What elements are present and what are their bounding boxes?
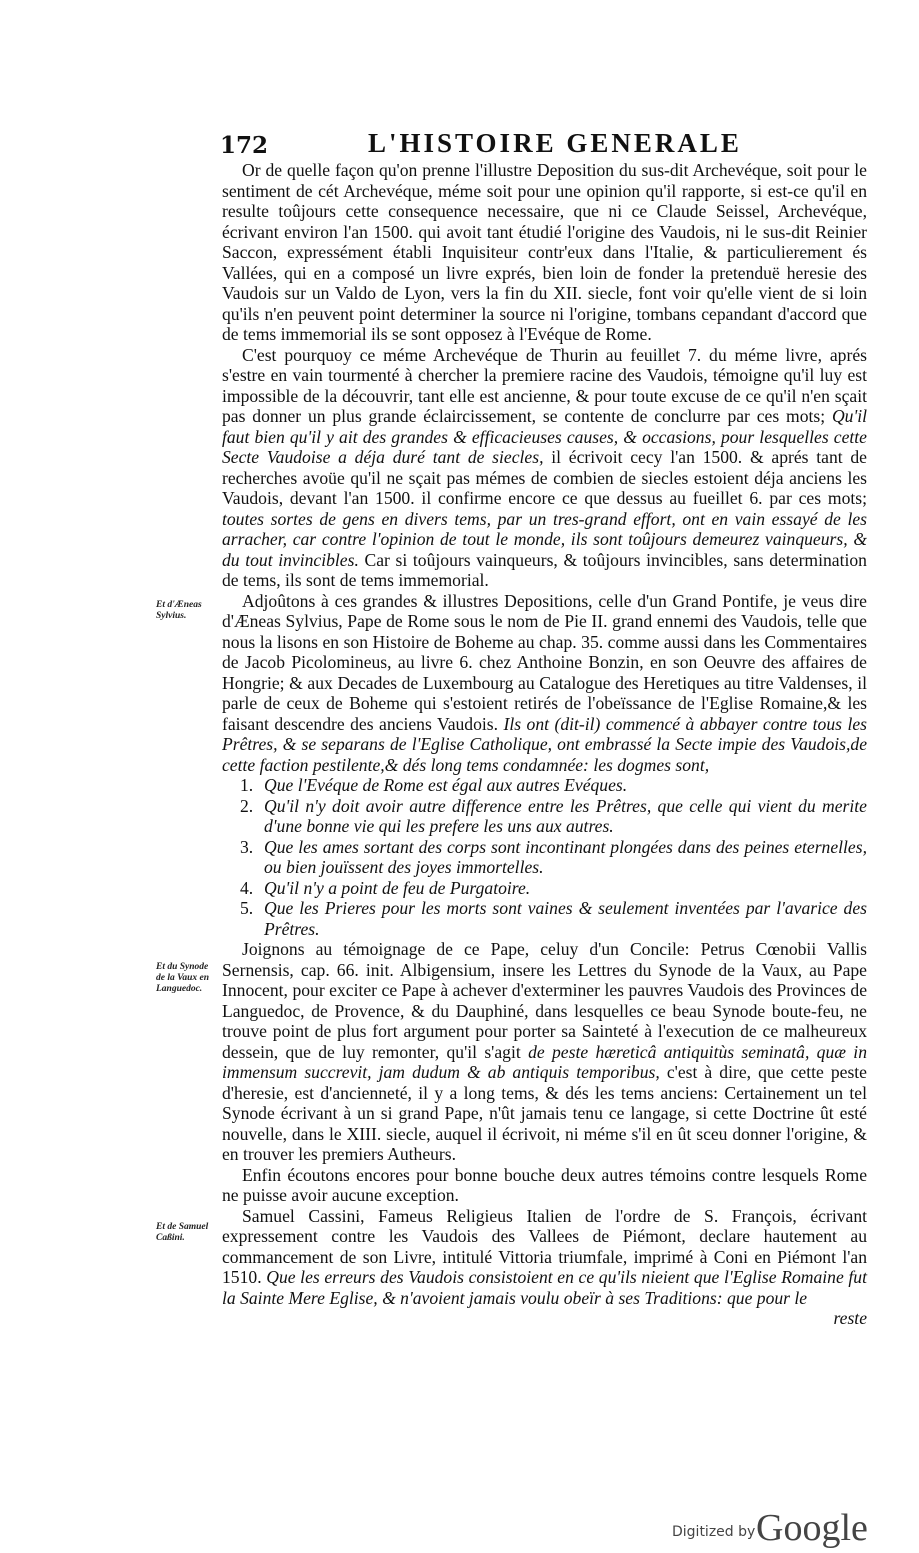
paragraph-3: Adjoûtons à ces grandes & illustres Depositions, celle d'un Grand Pontife, je veus dire d'Æneas Sylvius, Pape de Rome sous le nom de Pie II. grand ennemi des Vaudois, telle que nous la lisons en son Histoire de Boheme au chap. 35. comme aussi dans les Commentaires de Jacob Picolomineus, au livre 6. chez Anthoine Bonzin, en son Oeuvre des affaires de Hongrie; & aux Decades de Luxembourg au Catalogue des Heretiques au titre Valdenses, il parle de ceux de Boheme qui s'estoient retirés de l'obeïssance de l'Eglise Romaine,& les faisant descendre des anciens Vaudois. Ils ont (dit-il) commencé à abbayer contre tous les Prêtres, & se separans de l'Eglise Catholique, ont embrassé la Secte impie des Vaudois,de cette faction pestilente,& dés long tems condamnée: les dogmes sont, bbox=[222, 590, 867, 775]
margin-note-cassini: Et de Samuel Caßini. bbox=[156, 1222, 209, 1243]
list-item: 5. Que les Prieres pour les morts sont vaines & seulement inventées par l'avarice des Prêtres. bbox=[240, 898, 867, 939]
watermark-prefix: Digitized by bbox=[672, 1524, 756, 1540]
page-header bbox=[218, 128, 868, 162]
list-item: 1. Que l'Evéque de Rome est égal aux autres Evéques. bbox=[240, 775, 628, 795]
paragraph-4: Joignons au témoignage de ce Pape, celuy d'un Concile: Petrus Cœnobii Vallis Sernensis, cap. 66. init. Albigensium, insere les Lettres du Synode de la Vaux, au Pape Innocent, pour exciter ce Pape à achever d'exterminer les pauvres Vaudois des Provinces de Languedoc, de Provence, & du Dauphiné, dans lesquelles ce beau Synode boute-feu, ne trouve point de plus fort argument pour porter sa Sainteté à l'execution de ce malheureux dessein, que de luy remonter, qu'il s'agit de peste hæreticâ antiquitùs seminatâ, quæ in immensum succrevit, jam dudum & ab antiquis temporibus, c'est à dire, que cette peste d'heresie, est d'ancienneté, il y a long tems, & dés les tems anciens: Certainement un tel Synode écrivant à un si grand Pape, n'ût jamais tenu ce langage, si cette Doctrine ût esté nouvelle, dans le XIII. siecle, auquel il écrivoit, ni méme s'il en ût sceu donner l'origine, & en trouver les premiers Autheurs. bbox=[222, 939, 867, 1164]
dogmes-list bbox=[222, 775, 867, 939]
running-title: L'HISTOIRE GENERALE bbox=[368, 128, 742, 158]
list-item: 3. Que les ames sortant des corps sont incontinant plongées dans des peines eternelles, ou bien jouïssent des joyes immortelles. bbox=[240, 836, 867, 877]
paragraph-2: C'est pourquoy ce méme Archevéque de Thurin au feuillet 7. du méme livre, aprés s'estre en vain tourmenté à chercher la premiere racine des Vaudois, témoigne qu'il luy est impossible de la découvrir, tant elle est ancienne, & pour toute excuse de ce qu'il n'en sçait pas donner un plus grande éclaircissement, se contente de conclurre par ces mots; Qu'il faut bien qu'il y ait des grandes & efficacieuses causes, & occasions, pour lesquelles cette Secte Vaudoise a déja duré tant de siecles, il écrivoit cecy l'an 1500. & aprés tant de recherches avoüe qu'il ne sçait pas mémes de combien de siecles estoient déja anciens les Vaudois, devant l'an 1500. il confirme encore ce que dessus au fueillet 6. par ces mots; toutes sortes de gens en divers tems, par un tres-grand effort, ont en vain essayé de les arracher, car contre l'opinion de tout le monde, ils sont toûjours demeurez vainqueurs, & du tout invincibles. Car si toûjours vainqueurs, & toûjours invincibles, sans determination de tems, ils sont de tems immemorial. bbox=[222, 344, 867, 590]
paragraph-6: Samuel Cassini, Fameus Religieus Italien de l'ordre de S. François, écrivant expressement contre les Vaudois des Vallees de Piémont, declare hautement au commancement de son Livre, intitulé Vittoria triumfale, imprimé à Coni en Piémont l'an 1510. Que les erreurs des Vaudois consistoient en ce qu'ils nieient que l'Eglise Romaine fut la Sainte Mere Eglise, & n'avoient jamais voulu obeïr à ses Traditions: que pour le bbox=[222, 1205, 867, 1308]
catchword: reste bbox=[833, 1308, 867, 1328]
list-item: 2. Qu'il n'y doit avoir autre difference entre les Prêtres, que celle qui vient du merite d'une bonne vie qui les prefere les uns aux autres. bbox=[240, 795, 867, 836]
google-logo: Google bbox=[756, 1507, 868, 1549]
margin-note-aeneas: Et d'Æneas Sylvius. bbox=[156, 600, 202, 621]
page-number: 172 bbox=[220, 132, 269, 159]
margin-note-synode: Et du Synode de la Vaux en Languedoc. bbox=[156, 962, 210, 994]
paragraph-5: Enfin écoutons encores pour bonne bouche deux autres témoins contre lesquels Rome ne puisse avoir aucune exception. bbox=[222, 1164, 867, 1205]
paragraph-1: Or de quelle façon qu'on prenne l'illustre Deposition du sus-dit Archevéque, soit pour le sentiment de cét Archevéque, méme soit pour une opinion qu'il rapporte, si est-ce qu'il en resulte toûjours cette consequence necessaire, que ni ce Claude Seissel, Archevéque, écrivant environ l'an 1500. qui avoit tant étudié l'origine des Vaudois, ni le sus-dit Reinier Saccon, expressément établi Inquisiteur contr'eux dans l'Italie, & particulierement és Vallées, qui en a composé un livre exprés, bien loin de fonder la pretenduë heresie des Vaudois sur un Valdo de Lyon, vers la fin du XII. siecle, font voir qu'elle vient de si loin qu'ils n'en peuvent point determiner la source ni l'origine, tombans cepandant d'accord que de tems immemorial ils se sont opposez à l'Evéque de Rome. bbox=[222, 160, 867, 344]
body-text bbox=[222, 160, 867, 1329]
google-watermark bbox=[672, 1506, 912, 1550]
list-item: 4. Qu'il n'y a point de feu de Purgatoire. bbox=[240, 877, 531, 898]
